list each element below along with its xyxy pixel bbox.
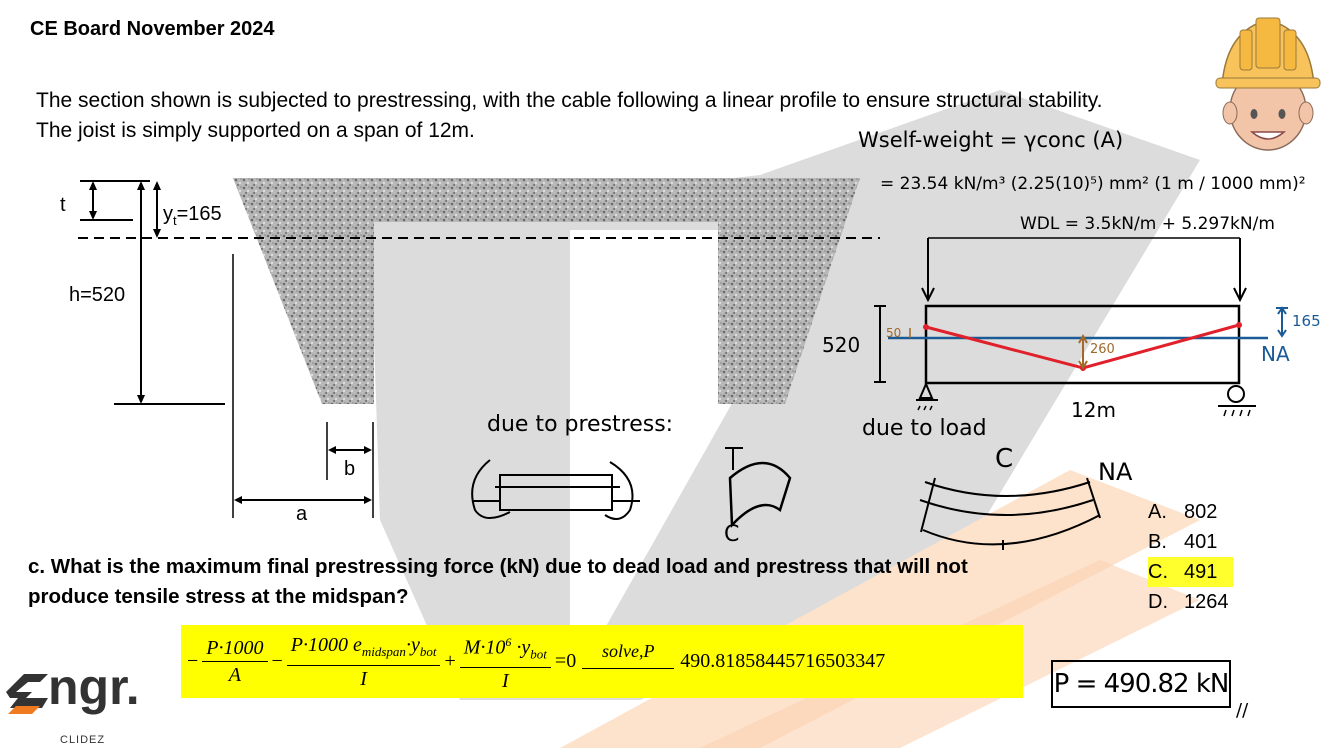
answer-choices — [1148, 497, 1233, 617]
self-weight-calc: = 23.54 kN/m³ (2.25(10)⁵) mm² (1 m / 1000 mm)² — [880, 174, 1306, 194]
solve-arrow: solve,P — [582, 641, 674, 663]
choice-d[interactable]: D. 1264 — [1148, 591, 1229, 613]
load-compression-label: C — [995, 444, 1014, 474]
load-bending-sketch — [915, 470, 1115, 550]
engr-logo-icon — [2, 668, 50, 716]
span-label: 12m — [1071, 398, 1116, 422]
label-yt: $y_t=165$ — [163, 203, 222, 228]
problem-line-1: The section shown is subjected to prestressing, with the cable following a linear profile to ensure structural stability. — [36, 89, 1103, 112]
logo-text: ngr. — [48, 659, 140, 715]
neutral-axis-label: NA — [1261, 342, 1290, 366]
problem-line-2: The joist is simply supported on a span of 12m. — [36, 119, 475, 142]
label-t: t — [60, 194, 66, 216]
dead-load-sum: WDL = 3.5kN/m + 5.297kN/m — [1020, 214, 1275, 234]
due-to-load-label: due to load — [862, 416, 987, 441]
load-na-label: NA — [1098, 458, 1133, 486]
cable-end-offset-label: 50 — [886, 326, 902, 340]
logo-subtitle: CLIDEZ — [60, 734, 106, 746]
na-offset-label: 165 — [1292, 312, 1321, 330]
choice-a[interactable]: A. 802 — [1148, 501, 1218, 523]
answer-mark: // — [1236, 700, 1249, 721]
engineer-avatar-icon — [1212, 8, 1322, 158]
term-eccentric: $\frac{P\cdot 1000 e_{midspan}\cdot y_{bot}}{I}$ — [287, 632, 441, 692]
solution-formula: − $\frac{P\cdot 1000}{A}$ − $\frac{P\cdot 1000 e_{midspan}\cdot y_{bot}}{I}$ + $\frac{M\cdot 10^6 \cdot y_{bot}}{I}$ =0 solve,P 490.81858445716503347 — [181, 625, 1023, 698]
choice-c-highlighted[interactable]: C. 491 — [1148, 557, 1233, 587]
prestress-bending-sketch — [460, 440, 800, 550]
term-moment: $\frac{M\cdot 10^6 \cdot y_{bot}}{I}$ — [460, 629, 551, 695]
beam-depth-label: 520 — [822, 333, 861, 357]
prestress-compression-label: C — [724, 522, 740, 547]
page-title: CE Board November 2024 — [30, 18, 275, 40]
label-h: h=520 — [69, 284, 126, 306]
label-b: b — [344, 458, 356, 480]
cable-mid-offset-label: 260 — [1090, 342, 1115, 357]
self-weight-formula: Wself-weight = γconc (A) — [858, 128, 1124, 152]
choice-b[interactable]: B. 401 — [1148, 531, 1218, 553]
final-answer-box: P = 490.82 kN — [1051, 660, 1231, 708]
label-a: a — [296, 503, 308, 525]
due-to-prestress-label: due to prestress: — [487, 412, 674, 437]
term-axial: $\frac{P\cdot 1000}{A}$ — [202, 635, 267, 688]
joist-section-shape — [233, 178, 860, 404]
question-text: c. What is the maximum final prestressing force (kN) due to dead load and prestress that will not produce tensile stress at the midspan? — [28, 555, 968, 608]
formula-result: 490.81858445716503347 — [680, 650, 886, 672]
